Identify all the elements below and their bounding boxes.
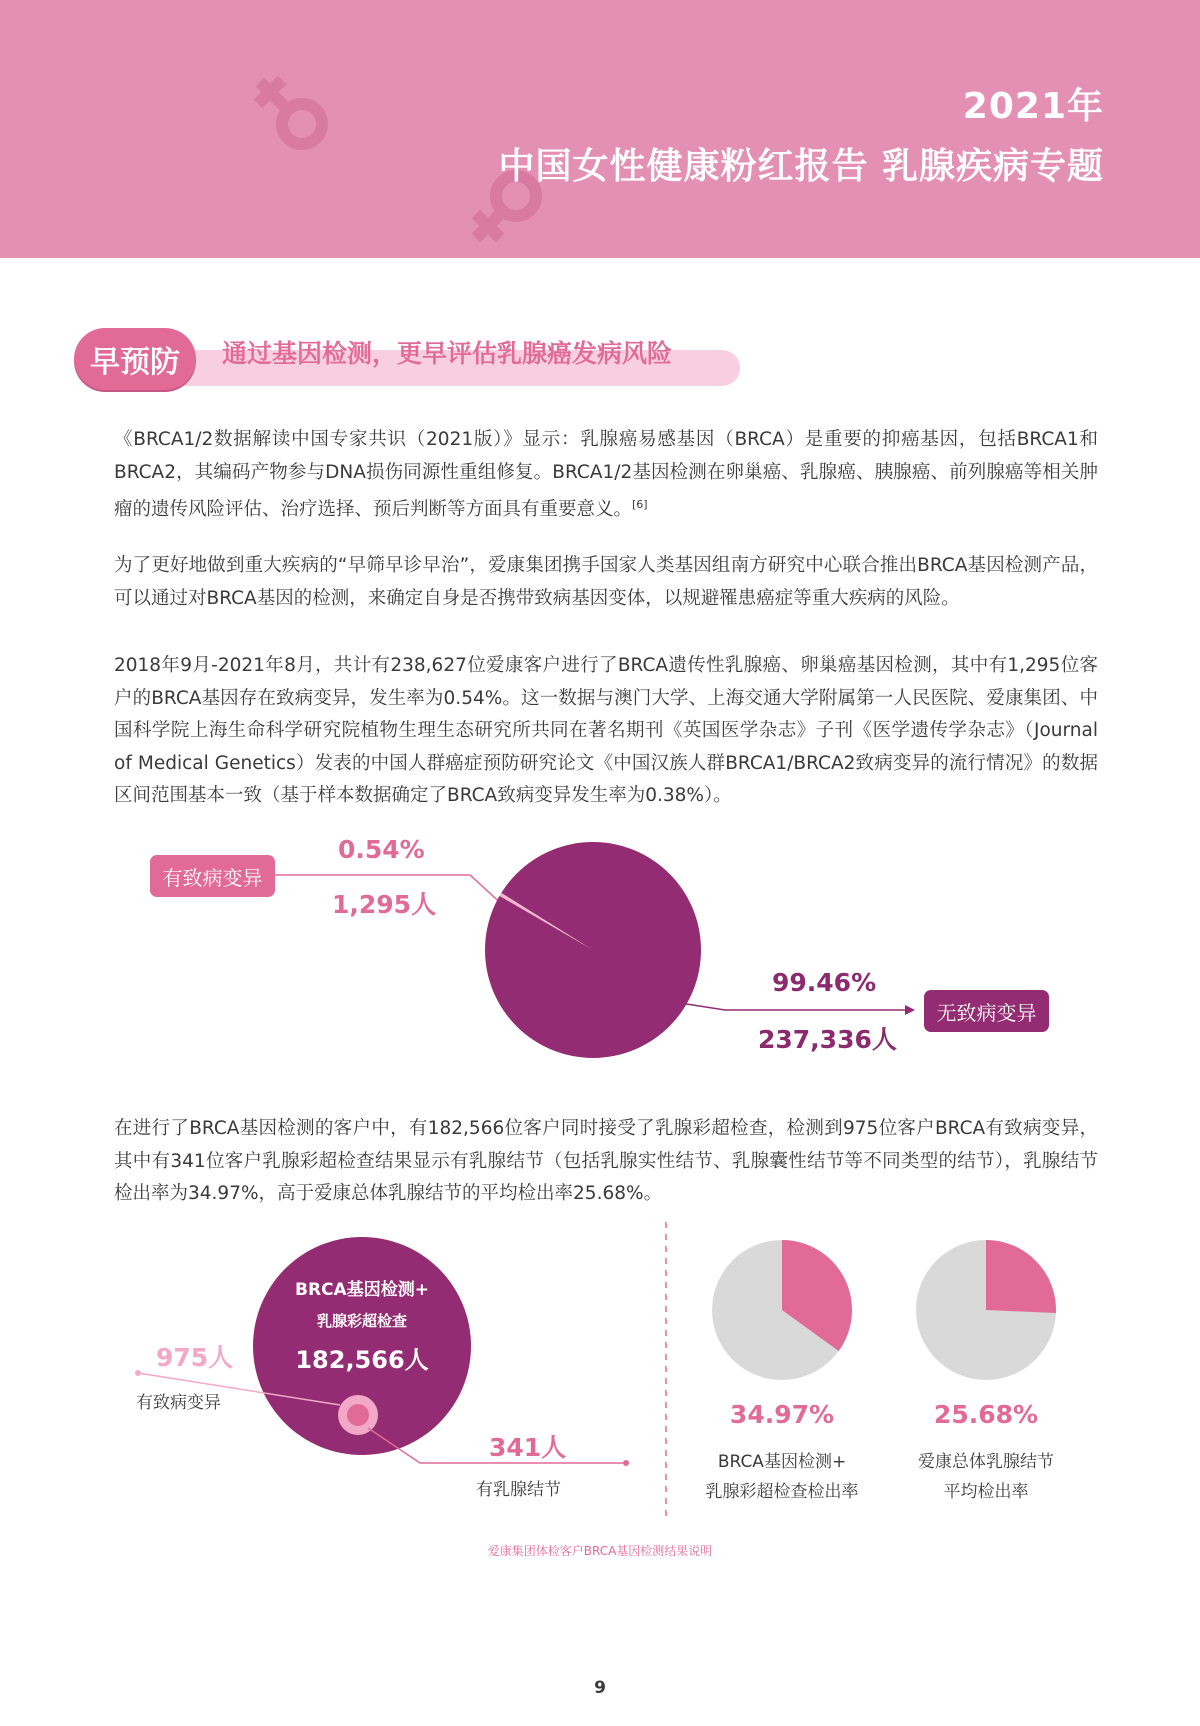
bubble-label-line2: 乳腺彩超检查 <box>316 1312 407 1330</box>
bubble-label-line1: BRCA基因检测+ <box>295 1280 429 1300</box>
brca-nodule-label-1: BRCA基因检测+ <box>717 1452 847 1472</box>
brca-nodule-label-2: 乳腺彩超检查检出率 <box>705 1482 859 1502</box>
reference-marker: [6] <box>632 498 648 511</box>
callout-dot-341 <box>623 1460 629 1466</box>
report-title: 中国女性健康粉红报告 乳腺疾病专题 <box>498 146 1104 187</box>
nodule-341-label: 有乳腺结节 <box>476 1480 561 1500</box>
pie-slice-overall-nodule <box>986 1240 1056 1313</box>
mutation-975-value: 975人 <box>156 1343 234 1372</box>
section-title: 通过基因检测，更早评估乳腺癌发病风险 <box>222 339 673 368</box>
page-number: 9 <box>594 1678 606 1698</box>
report-year: 2021年 <box>962 86 1104 127</box>
overall-nodule-rate: 25.68% <box>933 1400 1039 1429</box>
overall-nodule-label-1: 爱康总体乳腺结节 <box>918 1452 1054 1472</box>
no-mutation-percent: 99.46% <box>772 968 877 997</box>
mutation-count: 1,295人 <box>332 890 437 919</box>
mutation-975-label: 有致病变异 <box>136 1393 221 1413</box>
figure-caption: 爱康集团体检客户BRCA基因检测结果说明 <box>487 1544 713 1558</box>
paragraph-brca-statistics: 2018年9月-2021年8月，共计有238,627位爱康客户进行了BRCA遗传性乳腺癌、卵巢癌基因检测，其中有1,295位客户的BRCA基因存在致病变异，发生率为0.54%。这一数据与澳门大学、上海交通大学附属第一人民医院、爱康集团、中国科学院上海生命科学研究院植物生理生态研究所共同在著名期刊《英国医学杂志》子刊《医学遗传学杂志》（Journal of Medical Genetics）发表的中国人群癌症预防研究论文《中国汉族人群BRCA1/BRCA2致病变异的流行情况》的数据区间范围基本一致（基于样本数据确定了BRCA致病变异发生率为0.38%）。 <box>114 655 1098 806</box>
nodule-341-value: 341人 <box>489 1433 567 1462</box>
no-mutation-count: 237,336人 <box>758 1025 897 1054</box>
overall-nodule-label-2: 平均检出率 <box>943 1482 1029 1502</box>
section-tag: 早预防 <box>74 328 196 390</box>
mutation-percent: 0.54% <box>338 835 425 864</box>
badge-no-mutation: 无致病变异 <box>924 990 1049 1032</box>
bubble-total-value: 182,566人 <box>295 1346 429 1374</box>
brca-nodule-rate: 34.97% <box>729 1400 835 1429</box>
paragraph-brca-product: 为了更好地做到重大疾病的“早筛早诊早治”，爱康集团携手国家人类基因组南方研究中心联合推出BRCA基因检测产品，可以通过对BRCA基因的检测，来确定自身是否携带致病基因变体，以规避罹患癌症等重大疾病的风险。 <box>114 555 1098 609</box>
bubble-with-nodule <box>347 1404 369 1426</box>
paragraph-brca-consensus: 《BRCA1/2数据解读中国专家共识（2021版）》显示：乳腺癌易感基因（BRCA）是重要的抑癌基因，包括BRCA1和BRCA2，其编码产物参与DNA损伤同源性重组修复。BRCA1/2基因检测在卵巢癌、乳腺癌、胰腺癌、前列腺癌等相关肿瘤的遗传风险评估、治疗选择、预后判断等方面具有重要意义。[6] <box>114 429 1098 521</box>
callout-dot-975 <box>135 1370 141 1376</box>
paragraph-ultrasound-results: 在进行了BRCA基因检测的客户中，有182,566位客户同时接受了乳腺彩超检查，检测到975位客户BRCA有致病变异，其中有341位客户乳腺彩超检查结果显示有乳腺结节（包括乳腺实性结节、乳腺囊性结节等不同类型的结节），乳腺结节检出率为34.97%，高于爱康总体乳腺结节的平均检出率25.68%。 <box>114 1118 1098 1204</box>
badge-has-mutation: 有致病变异 <box>150 855 275 897</box>
